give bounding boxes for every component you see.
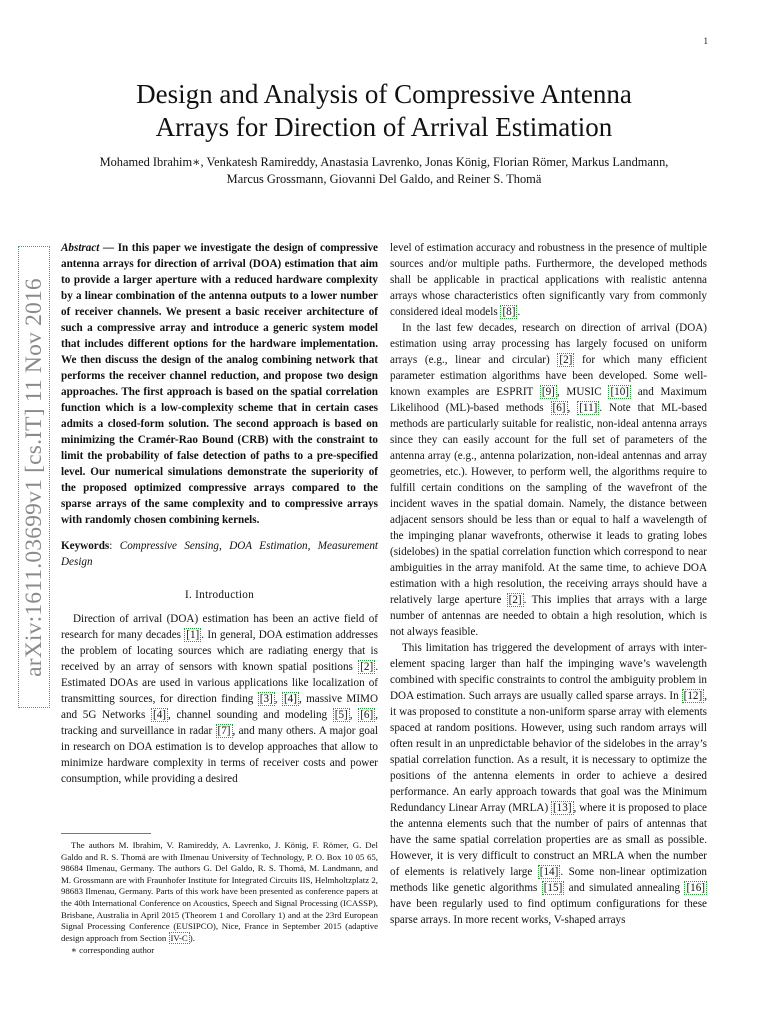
keywords-value: Compressive Sensing, DOA Estimation, Measurement Design xyxy=(61,540,378,568)
text-run: , channel sounding and modeling xyxy=(168,709,333,721)
text-run: , MUSIC xyxy=(556,386,609,398)
author-list xyxy=(40,154,728,188)
citation-link[interactable]: [5] xyxy=(334,709,348,721)
text-run: The authors M. Ibrahim, V. Ramireddy, A. Lavrenko, J. König, F. Römer, G. Del Galdo and R. S. Thomä are with Ilmenau University of Technology, P. O. Box 10 05 65, 98684 Ilmenau, Germany. The authors G. Del Galdo, R. S. Thomä, M. Landmann, and M. Grossmann are with Fraunhofer Institute for Integrated Circuits IIS, Helmholtzplatz 2, 98683 Ilmenau, Germany. Parts of this work have been presented as conference papers at the 40th International Conference on Acoustics, Speech and Signal Processing (ICASSP), Brisbane, Australia in April 2015 (Theorem 1 and Corollary 1) and at the 23rd European Signal Processing Conference (EUSIPCO), Nice, France in September 2015 (adaptive design approach from Section xyxy=(61,840,378,943)
text-run: . Estimated DOAs are used in various applications like localization of transmitting sources, for direction finding xyxy=(61,661,378,705)
corresponding-author-note: ∗ corresponding author xyxy=(71,945,155,956)
text-run: and simulated annealing xyxy=(564,882,685,894)
text-run: , where it is proposed to place the antenna elements such that the number of pairs of antennas that have the same spatial correlation properties are as small as possible. However, it is very difficult to construct an MRLA when the number of elements is relatively large xyxy=(390,802,708,878)
footnotes xyxy=(61,833,378,957)
section-heading-introduction: I. Introduction xyxy=(184,589,255,601)
page-number: 1 xyxy=(703,36,708,46)
left-column xyxy=(61,240,378,787)
citation-link[interactable]: [12] xyxy=(683,690,703,702)
citation-link[interactable]: [8] xyxy=(502,306,516,318)
citation-link[interactable]: [14] xyxy=(539,866,559,878)
citation-link[interactable]: [6] xyxy=(360,709,374,721)
arxiv-stamp-text: arXiv:1611.03699v1 [cs.IT] 11 Nov 2016 xyxy=(20,277,47,677)
citation-link[interactable]: [15] xyxy=(543,882,563,894)
text-run: Direction of arrival (DOA) estimation has been an active field of research for many decades xyxy=(61,613,378,641)
text-run: . Some non-linear optimization methods like genetic algorithms xyxy=(390,866,707,894)
citation-link[interactable]: [9] xyxy=(541,386,555,398)
right-paragraph-2 xyxy=(390,320,707,640)
keywords-separator: : xyxy=(109,540,120,552)
citation-link[interactable]: [2] xyxy=(360,661,374,673)
right-paragraph-1 xyxy=(390,240,707,320)
right-column xyxy=(390,240,707,928)
footnote-rule xyxy=(61,833,151,834)
text-run: have been regularly used to find optimum configurations for these sparse arrays. In more recent works, V-shaped arrays xyxy=(390,898,707,926)
keywords-label: Keywords xyxy=(61,540,110,552)
text-run: . Note that ML-based methods are particularly suitable for realistic, non-ideal antenna arrays since they can easily account for the full set of parameters of the antenna array (e.g., antenna polarization, non-ideal antennas and array geometries, etc.). However, to perform well, the algorithms require to fulfill certain conditions on the sampling of the wavefront of the incident waves in the spatial domain. Namely, the distance between adjacent sensors should be less than or equal to half a wavelength of the impinging planar wavefronts, otherwise it leads to grating lobes (sidelobes) in the spatial correlation function which correspond to near ambiguities in the array manifold. At the same time, to achieve DOA estimation with a high resolution, the receiving arrays should have a relatively large aperture xyxy=(390,402,707,606)
affiliation-footnote xyxy=(61,840,378,944)
abstract-body: In this paper we investigate the design of compressive antenna arrays for direction of arrival (DOA) estimation that aim to provide a larger aperture with a reduced hardware complexity by a linear combination of the antenna outputs to a lower number of receiver channels. We present a basic receiver architecture of such a compressive array and introduce a generic system model that includes different options for the hardware implementation. We then discuss the design of the analog combining network that performs the receiver channel reduction, and propose two design approaches. The first approach is based on the spatial correlation function which is a low-complexity scheme that in certain cases admits a closed-form solution. The second approach is based on minimizing the Cramér-Rao Bound (CRB) with the constraint to limit the probability of false detection of paths to a pre-specified level. Our numerical simulations demonstrate the superiority of the proposed optimized compressive arrays compared to the sparse arrays of the same complexity and to compressive arrays with randomly chosen combining kernels. xyxy=(61,242,378,526)
keywords xyxy=(61,538,378,570)
text-run: . xyxy=(517,306,521,318)
authors-line-2: Marcus Grossmann, Giovanni Del Galdo, and Reiner S. Thomä xyxy=(226,172,542,186)
text-run: . In general, DOA estimation addresses the problem of locating sources which are radiating energy that is received by an array of sensors with known spatial positions xyxy=(61,629,378,673)
arxiv-stamp[interactable] xyxy=(18,246,50,708)
citation-link[interactable]: [10] xyxy=(610,386,629,398)
section-link[interactable]: IV-C xyxy=(170,932,188,943)
citation-link[interactable]: [6] xyxy=(552,402,566,414)
paper-title xyxy=(40,78,728,144)
text-run: , massive MIMO and 5G Networks xyxy=(61,693,378,721)
citation-link[interactable]: [2] xyxy=(508,594,522,606)
text-run: In the last few decades, research on direction of arrival (DOA) estimation using array processing has largely focused on uniform arrays (e.g., linear and circular) xyxy=(390,322,707,366)
abstract xyxy=(61,240,378,528)
text-run: ). xyxy=(189,932,195,943)
citation-link[interactable]: [4] xyxy=(153,709,166,721)
text-run: for which many efficient parameter estimation algorithms have been developed. Some well-known examples are ESPRIT xyxy=(390,354,707,398)
text-run: , xyxy=(274,693,282,705)
citation-link[interactable]: [16] xyxy=(686,882,705,894)
text-run: . This implies that arrays with a large number of antennas are needed to obtain a high resolution, which is not always feasible. xyxy=(390,594,707,638)
text-run: , and many others. A major goal in research on DOA estimation is to develop approaches that allow to minimize hardware complexity in terms of receiver costs and power consumption, while providing a desired xyxy=(61,725,378,785)
citation-link[interactable]: [2] xyxy=(559,354,573,366)
text-run: and Maximum Likelihood (ML)-based methods xyxy=(390,386,707,414)
intro-paragraph-1 xyxy=(61,611,378,787)
authors-line-1: Mohamed Ibrahim∗, Venkatesh Ramireddy, Anastasia Lavrenko, Jonas König, Florian Römer, Markus Landmann, xyxy=(99,155,669,169)
text-run: , it was proposed to constitute a non-uniform sparse array with elements spaced at random positions. However, using such random arrays will often result in an unpredictable behavior of the sidelobes in the array’s spatial correlation function. As a result, it is necessary to optimize the positions of the antenna elements in order to achieve a desired performance. An early approach towards that goal was the Minimum Redundancy Linear Array (MRLA) xyxy=(390,690,707,814)
text-run: level of estimation accuracy and robustness in the presence of multiple sources and/or multiple paths. Furthermore, the developed methods shall be applicable in practical applications with realistic antenna arrays whose characteristics often significantly vary from commonly considered ideal models xyxy=(390,242,707,318)
citation-link[interactable]: [13] xyxy=(552,802,572,814)
text-run: , tracking and surveillance in radar xyxy=(61,709,378,737)
citation-link[interactable]: [4] xyxy=(283,693,297,705)
text-run: , xyxy=(349,709,359,721)
right-paragraph-3 xyxy=(390,640,707,928)
citation-link[interactable]: [1] xyxy=(186,629,200,641)
title-line-2: Arrays for Direction of Arrival Estimation xyxy=(155,112,613,142)
title-line-1: Design and Analysis of Compressive Antenna xyxy=(136,79,632,109)
citation-link[interactable]: [3] xyxy=(259,693,273,705)
citation-link[interactable]: [11] xyxy=(579,402,598,414)
abstract-lead: Abstract — xyxy=(61,242,115,254)
text-run: , xyxy=(567,402,578,414)
text-run: This limitation has triggered the development of arrays with inter-element spacing larger than half the impinging wave’s wavelength combined with specific constraints to control the ambiguity problem in DOA estimation. Such arrays are usually called sparse arrays. In xyxy=(390,642,707,702)
citation-link[interactable]: [7] xyxy=(217,725,231,737)
